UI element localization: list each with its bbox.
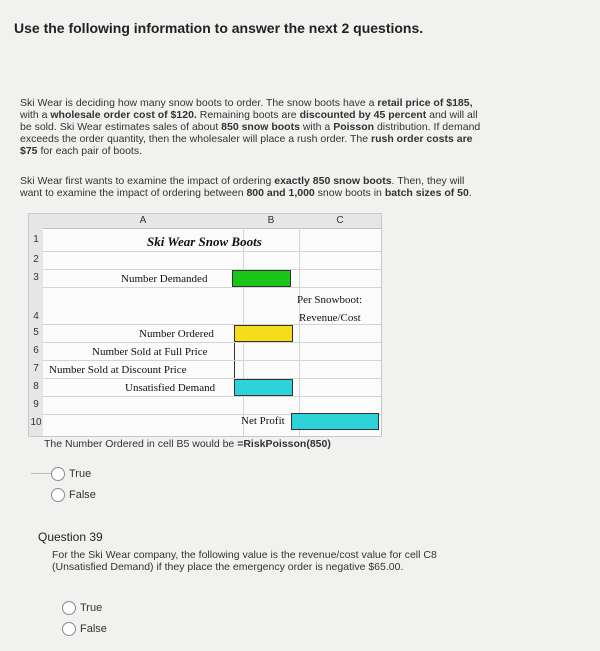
answer-true-option[interactable] xyxy=(51,467,65,486)
row-number: 3 xyxy=(29,272,43,283)
instructions-heading: Use the following information to answer the next 2 questions. xyxy=(14,20,424,36)
scenario-description: Ski Wear first wants to examine the impact of ordering exactly 850 snow boots. Then, they will want to examine the impact of ordering between 800 and 1,000 snow boots in batch sizes of 50. xyxy=(20,175,472,199)
corner-header xyxy=(29,214,43,229)
column-header-c: C xyxy=(299,214,381,229)
radio-button[interactable] xyxy=(62,601,76,615)
answer-false-label[interactable]: False xyxy=(80,623,107,635)
net-profit-cell xyxy=(291,413,379,430)
spreadsheet-image xyxy=(28,213,382,437)
unsatisfied-demand-cell xyxy=(234,379,293,396)
row-number: 2 xyxy=(29,254,43,265)
answer-true-label[interactable]: True xyxy=(80,602,103,614)
answer-true-label[interactable]: True xyxy=(69,468,92,480)
sheet-title: Ski Wear Snow Boots xyxy=(147,234,262,249)
number-demanded-cell xyxy=(232,270,291,287)
column-header-a: A xyxy=(43,214,243,229)
label-per-snowboot: Per Snowboot: xyxy=(297,294,363,306)
row-number: 6 xyxy=(29,345,43,356)
row-number: 1 xyxy=(29,234,43,245)
grid-line xyxy=(43,378,381,379)
label-number-ordered: Number Ordered xyxy=(139,328,214,340)
grid-line xyxy=(43,396,381,397)
label-unsatisfied-demand: Unsatisfied Demand xyxy=(125,382,216,394)
radio-button[interactable] xyxy=(51,488,65,502)
row-number: 4 xyxy=(29,311,43,322)
answer-false-option[interactable] xyxy=(51,488,65,507)
answer-false-option[interactable] xyxy=(62,622,76,641)
number-ordered-cell xyxy=(234,325,293,342)
grid-line xyxy=(43,251,381,252)
column-header-b: B xyxy=(243,214,299,229)
problem-description: Ski Wear is deciding how many snow boots to order. The snow boots have a retail price of $185, with a wholesale order cost of $120. Remaining boots are discounted by 45 percent and will all be sold. Ski Wear estimates sales of about 850 snow boots with a Poisson distribution. If demand exceeds the order quantity, then the wholesaler will place a rush order. The rush order costs are $75 for each pair of boots. xyxy=(20,97,481,157)
row-number: 9 xyxy=(29,399,43,410)
grid-line xyxy=(43,324,381,325)
row-number: 5 xyxy=(29,327,43,338)
answer-false-label[interactable]: False xyxy=(69,489,96,501)
row-number: 7 xyxy=(29,363,43,374)
label-sold-full-price: Number Sold at Full Price xyxy=(92,346,208,358)
grid-line xyxy=(43,342,381,343)
label-net-profit: Net Profit xyxy=(241,415,285,427)
question-heading: Question 39 xyxy=(38,530,103,544)
grid-line xyxy=(43,287,381,288)
radio-button[interactable] xyxy=(51,467,65,481)
cell-border xyxy=(234,343,235,360)
answer-true-option[interactable] xyxy=(62,601,76,620)
label-number-demanded: Number Demanded xyxy=(121,273,208,285)
cell-border xyxy=(234,361,235,378)
answer-divider xyxy=(31,473,53,474)
label-revenue-cost: Revenue/Cost xyxy=(299,312,361,324)
label-sold-discount-price: Number Sold at Discount Price xyxy=(49,364,187,376)
radio-button[interactable] xyxy=(62,622,76,636)
grid-line xyxy=(43,269,381,270)
grid-line xyxy=(43,360,381,361)
row-number: 8 xyxy=(29,381,43,392)
row-number: 10 xyxy=(30,417,42,428)
question-text: For the Ski Wear company, the following value is the revenue/cost value for cell C8 (Unsatisfied Demand) if they place the emergency order is negative $65.00. xyxy=(52,549,437,573)
grid-line xyxy=(299,228,300,436)
question-prompt: The Number Ordered in cell B5 would be =RiskPoisson(850) xyxy=(44,438,331,450)
